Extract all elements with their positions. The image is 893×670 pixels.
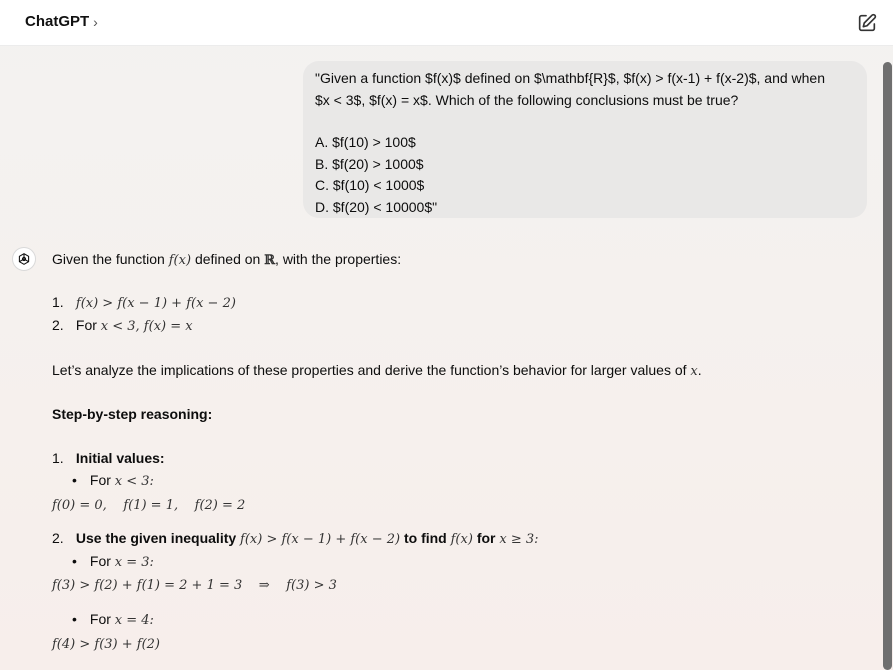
bullet-item [72, 609, 154, 631]
bullet-item [72, 551, 154, 573]
bullet-text: For [89, 472, 111, 488]
bullet-item [72, 470, 154, 492]
equation: f(4) > f(3) + f(2) [52, 637, 160, 652]
math-inline: f(x) > f(x − 1) + f(x − 2) [75, 296, 236, 311]
user-message-line: "Given a function $f(x)$ defined on $\mathbf{R}$, $f(x) > f(x-1) + f(x-2)$, and when [315, 70, 826, 86]
list-number: 2. [52, 317, 64, 333]
equation: f(3) > f(2) + f(1) = 2 + 1 = 3 ⇒ f(3) > 3 [52, 578, 337, 593]
step-title: Initial values: [75, 450, 165, 466]
intro-text: defined on [194, 251, 261, 267]
option-c: C. $f(10) < 1000$ [315, 177, 425, 193]
step-item [52, 528, 539, 550]
list-number: 1. [52, 294, 64, 310]
math-display [52, 633, 160, 655]
step-title: for [476, 530, 496, 546]
step-item [52, 448, 165, 468]
option-b: B. $f(20) > 1000$ [315, 155, 424, 172]
bullet-dot: • [72, 472, 77, 488]
scrollbar[interactable] [883, 62, 892, 670]
math-inline: x [690, 364, 698, 379]
option-d: D. $f(20) < 10000$" [315, 198, 438, 215]
step-title: Use the given inequality [75, 530, 237, 546]
top-bar [0, 0, 893, 46]
equation: f(0) = 0, f(1) = 1, f(2) = 2 [52, 498, 246, 513]
list-number: 2. [52, 530, 64, 546]
bullet-dot: • [72, 611, 77, 627]
math-inline: ℝ [264, 253, 276, 268]
chevron-right-icon: › [93, 13, 98, 30]
math-inline: x = 3: [114, 555, 154, 570]
model-selector[interactable] [25, 13, 98, 30]
user-message-line: $x < 3$, $f(x) = x$. Which of the following conclusions must be true? [315, 92, 739, 108]
list-number: 1. [52, 450, 64, 466]
intro-text: Given the function [52, 251, 165, 267]
property-item [52, 292, 236, 314]
math-inline: x < 3: [114, 474, 154, 489]
openai-logo-icon [12, 247, 36, 271]
analysis-text: Let’s analyze the implications of these properties and derive the function’s behavior for larger values of [52, 362, 687, 378]
math-inline: f(x) [168, 253, 192, 268]
option-a: A. $f(10) > 100$ [315, 134, 416, 150]
app-title: ChatGPT [25, 13, 90, 30]
property-text: For [75, 317, 97, 333]
new-chat-edit-icon[interactable] [856, 12, 878, 34]
analysis-text: . [697, 362, 702, 378]
bullet-dot: • [72, 553, 77, 569]
step-title: to find [403, 530, 447, 546]
math-inline: f(x) [450, 532, 473, 547]
analysis-paragraph [52, 360, 702, 382]
bullet-text: For [89, 553, 111, 569]
math-display [52, 574, 337, 596]
math-display [52, 494, 245, 516]
intro-text: , with the properties: [275, 251, 402, 267]
user-message-bubble [303, 61, 867, 218]
bullet-text: For [89, 611, 111, 627]
response-intro [52, 249, 401, 271]
math-inline: f(x) > f(x − 1) + f(x − 2) [240, 532, 401, 547]
property-item [52, 315, 193, 337]
math-inline: x < 3, f(x) = x [100, 319, 193, 334]
section-heading: Step-by-step reasoning: [52, 406, 213, 422]
math-inline: x = 4: [114, 613, 154, 628]
math-inline: x ≥ 3: [499, 532, 539, 547]
